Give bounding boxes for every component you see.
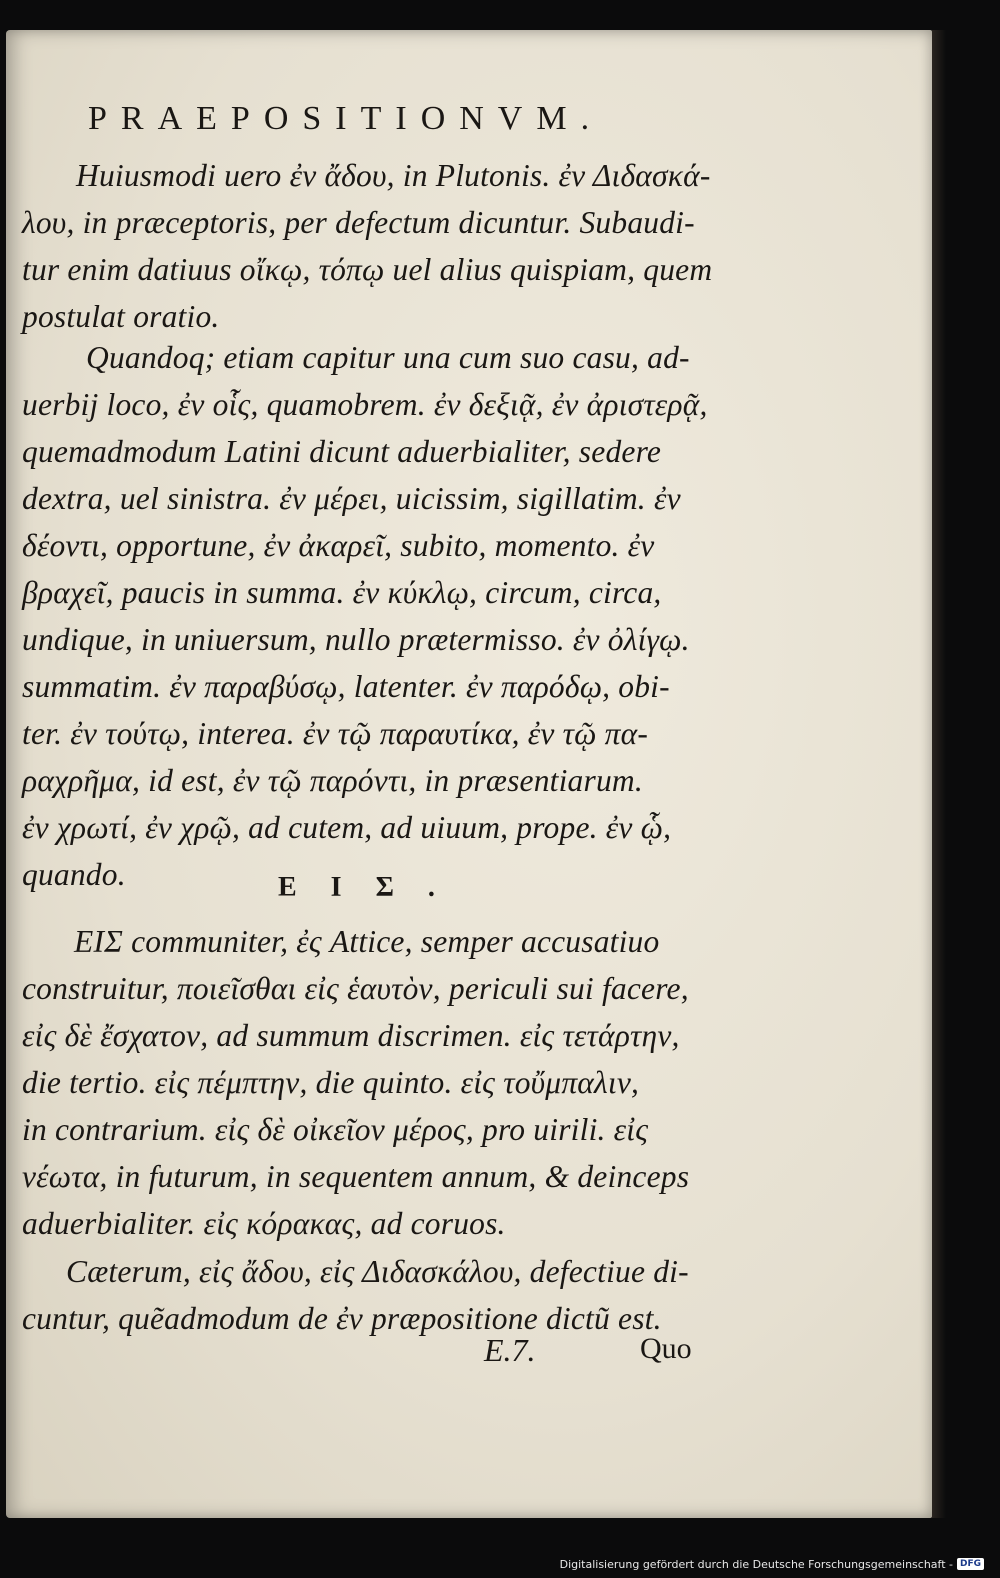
text-line: quemadmodum Latini dicunt aduerbialiter, sedere [22,434,662,469]
text-line: tur enim datiuus οἴκῳ, τόπῳ uel alius quispiam, quem [22,252,713,287]
text-line: ραχρῆμα, id est, ἐν τῷ παρόντι, in præsentiarum. [22,763,643,798]
paragraph-2 [22,334,742,898]
text-line: aduerbialiter. εἰς κόρακας, ad coruos. [22,1206,506,1241]
paragraph-1 [22,152,742,340]
text-line: ΕΙΣ communiter, ἐς Attice, semper accusatiuo [74,924,660,959]
text-line: Quandoq; etiam capitur una cum suo casu, ad- [86,340,690,375]
text-line: cuntur, quẽadmodum de ἐν præpositione dictũ est. [22,1301,662,1336]
text-line: βραχεῖ, paucis in summa. ἐν κύκλῳ, circum, circa, [22,575,662,610]
text-line: νέωτα, in futurum, in sequentem annum, & deinceps [22,1159,690,1194]
digitization-credit-bar [0,1550,1000,1578]
text-line: quando. [22,857,126,892]
text-line: uerbij loco, ἐν οἷς, quamobrem. ἐν δεξιᾷ, ἐν ἀριστερᾷ, [22,387,708,422]
text-line: in contrarium. εἰς δὲ οἰκεῖον μέρος, pro uirili. εἰς [22,1112,649,1147]
text-line: postulat oratio. [22,299,220,334]
dfg-logo: DFG [957,1558,984,1570]
catchword: Quo [640,1332,692,1365]
text-line: construitur, ποιεῖσθαι εἰς ἑαυτὸν, periculi sui facere, [22,971,689,1006]
section-heading: ΕΙΣ. [278,872,469,903]
text-line: ἐν χρωτί, ἐν χρῷ, ad cutem, ad uiuum, prope. ἐν ᾧ, [22,810,672,845]
text-line: Huiusmodi uero ἐν ἄδου, in Plutonis. ἐν Διδασκά- [76,158,711,193]
text-line: δέοντι, opportune, ἐν ἀκαρεῖ, subito, momento. ἐν [22,528,655,563]
running-head: PRAEPOSITIONVM. [88,100,604,137]
credit-text: Digitalisierung gefördert durch die Deutsche Forschungsgemeinschaft - [559,1557,953,1571]
text-line: εἰς δὲ ἔσχατον, ad summum discrimen. εἰς τετάρτην, [22,1018,680,1053]
text-line: dextra, uel sinistra. ἐν μέρει, uicissim, sigillatim. ἐν [22,481,681,516]
page-edge-shadow [932,30,946,1518]
text-line: summatim. ἐν παραβύσῳ, latenter. ἐν παρόδῳ, obi- [22,669,670,704]
text-line: undique, in uniuersum, nullo prætermisso. ἐν ὀλίγῳ. [22,622,690,657]
text-line: ter. ἐν τούτῳ, interea. ἐν τῷ παραυτίκα, ἐν τῷ πα- [22,716,649,751]
paragraph-4 [22,1248,742,1342]
paragraph-3 [22,918,742,1247]
signature-mark: E.7. [484,1332,536,1368]
text-line: λου, in præceptoris, per defectum dicuntur. Subaudi- [22,205,695,240]
text-line: Cæterum, εἰς ἄδου, εἰς Διδασκάλου, defectiue di- [66,1254,689,1289]
text-line: die tertio. εἰς πέμπτην, die quinto. εἰς τοὔμπαλιν, [22,1065,640,1100]
